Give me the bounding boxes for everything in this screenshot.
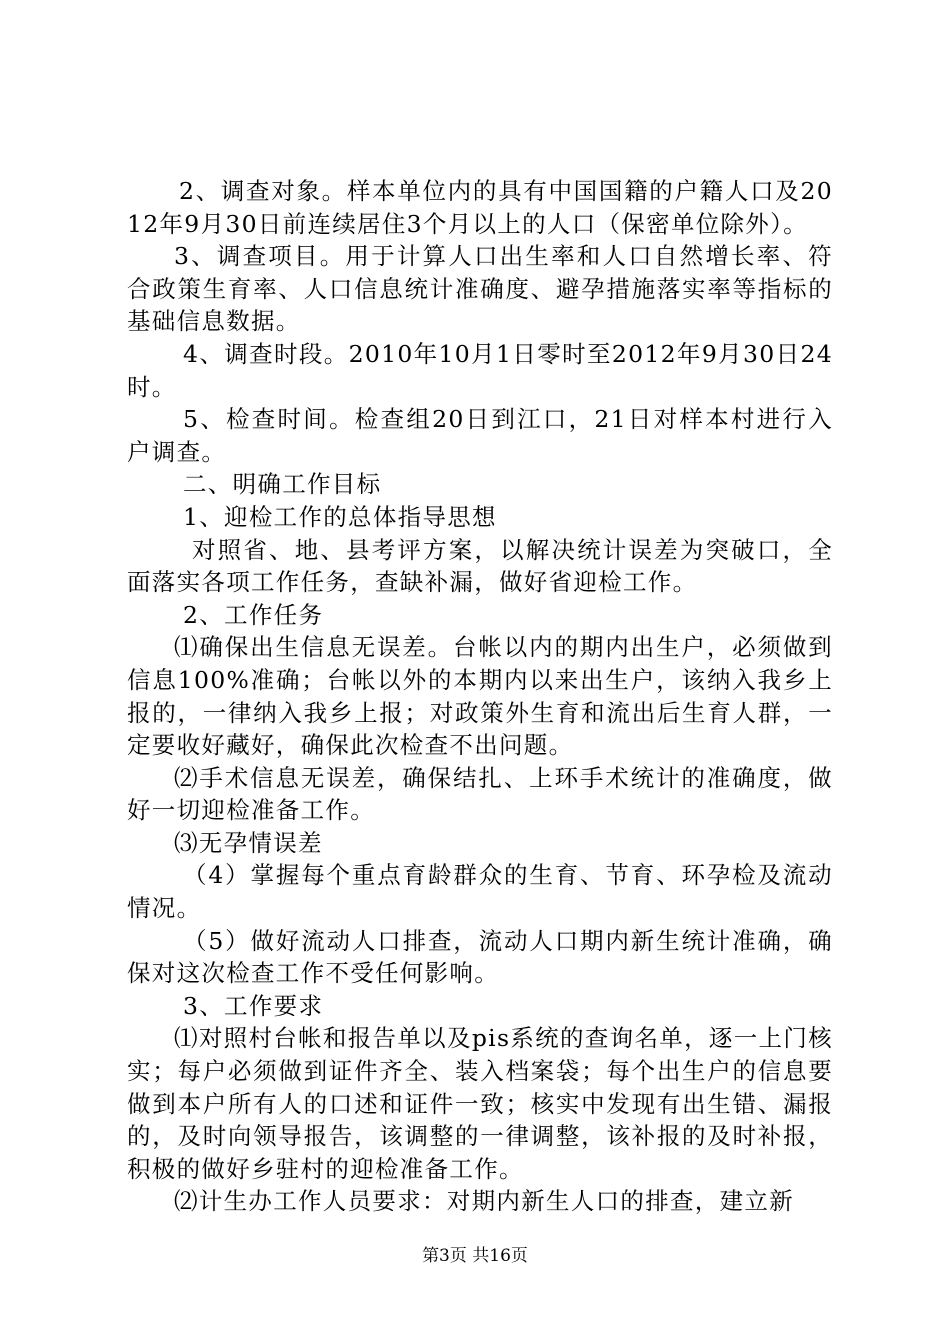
subheading-work-tasks: 2、工作任务 (183, 600, 324, 629)
subheading-guiding-thought: 1、迎检工作的总体指导思想 (183, 502, 497, 531)
paragraph-task-birth-info: ⑴确保出生信息无误差。台帐以内的期内出生户，必须做到信息100%准确；台帐以外的本期内以来出生户，该纳入我乡上报的，一律纳入我乡上报；对政策外生育和流出后生育人群，一定要收好藏好，确保此次检查不出问题。 (127, 633, 833, 760)
paragraph-survey-items: 3、调查项目。用于计算人口出生率和人口自然增长率、符合政策生育率、人口信息统计准确度、避孕措施落实率等指标的基础信息数据。 (127, 242, 833, 336)
paragraph-requirement-verification: ⑴对照村台帐和报告单以及pis系统的查询名单，逐一上门核实；每户必须做到证件齐全、装入档案袋；每个出生户的信息要做到本户所有人的口述和证件一致；核实中发现有出生错、漏报的，及时向领导报告，该调整的一律调整，该补报的及时补报，积极的做好乡驻村的迎检准备工作。 (127, 1024, 833, 1183)
paragraph-inspection-time: 5、检查时间。检查组20日到江口，21日对样本村进行入户调查。 (127, 405, 833, 466)
document-body (127, 175, 833, 1218)
paragraph-task-pregnancy: ⑶无孕情误差 (174, 828, 323, 857)
paragraph-survey-subjects: 2、调查对象。样本单位内的具有中国国籍的户籍人口及2012年9月30日前连续居住3个月以上的人口（保密单位除外）。 (127, 177, 833, 238)
paragraph-task-surgery-info: ⑵手术信息无误差，确保结扎、上环手术统计的准确度，做好一切迎检准备工作。 (127, 763, 833, 825)
paragraph-guiding-thought: 对照省、地、县考评方案，以解决统计误差为突破口，全面落实各项工作任务，查缺补漏，做好省迎检工作。 (127, 535, 833, 597)
paragraph-requirement-staff: ⑵计生办工作人员要求：对期内新生人口的排查，建立新 (174, 1187, 794, 1216)
paragraph-task-key-groups: （4）掌握每个重点育龄群众的生育、节育、环孕检及流动情况。 (127, 861, 833, 923)
page-footer: 第3页 共16页 (422, 1246, 528, 1266)
subheading-work-requirements: 3、工作要求 (183, 991, 324, 1020)
section-heading-goals: 二、明确工作目标 (183, 470, 382, 499)
paragraph-survey-period: 4、调查时段。2010年10月1日零时至2012年9月30日24时。 (127, 339, 833, 401)
paragraph-task-floating-population: （5）做好流动人口排查，流动人口期内新生统计准确，确保对这次检查工作不受任何影响。 (127, 926, 833, 988)
